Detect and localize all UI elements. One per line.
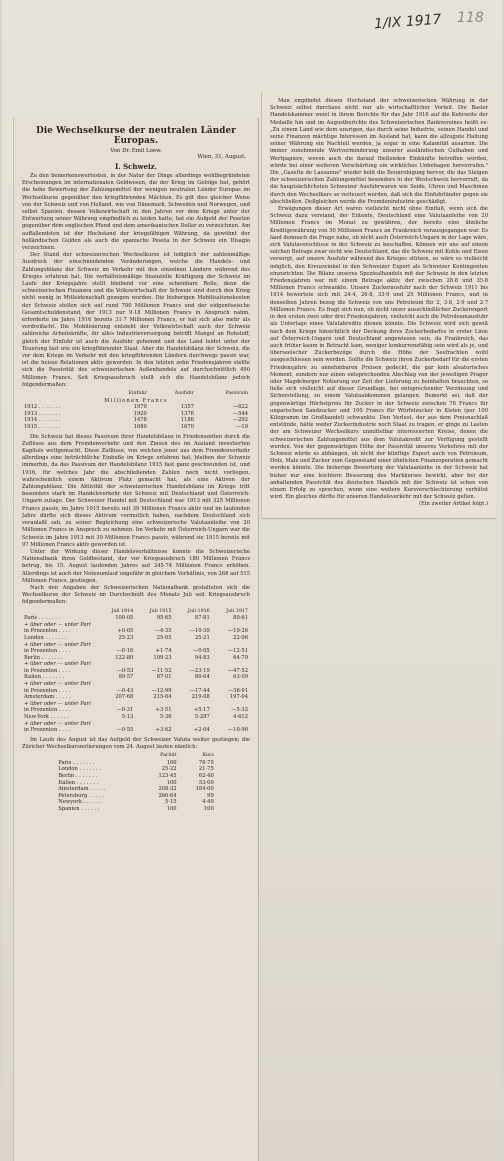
table-header-row (22, 609, 250, 616)
table-header: Kurs (202, 753, 214, 759)
table-cell: +5·17 (193, 707, 210, 714)
table-cell: 5·13 (121, 714, 134, 721)
table-cell: 99 (207, 792, 214, 799)
table-cell: 4·40 (202, 799, 214, 806)
table-header: Parität (160, 753, 177, 759)
table-cell: 215·64 (153, 694, 172, 701)
table-cell: 100 (166, 759, 177, 766)
table-cell: —36·91 (227, 687, 248, 694)
table-header: Juli 1917 (226, 608, 248, 614)
table-cell: 76·75 (198, 759, 214, 766)
right-clipping (262, 92, 496, 518)
table-cell: 208·32 (158, 786, 177, 793)
table-row (22, 701, 250, 708)
table-cell: —0·53 (116, 667, 134, 674)
table-header: Ausfuhr (174, 391, 194, 397)
table-cell: Italien . . . . . . . (58, 779, 99, 786)
table-cell: 207·68 (115, 694, 134, 701)
table-row (56, 766, 216, 773)
table-row (22, 668, 250, 675)
table-cell: —47·52 (227, 667, 248, 674)
table-header: Juli 1914 (111, 608, 134, 614)
table-unit-row (22, 398, 250, 405)
table-row (22, 648, 250, 655)
table-header-row (22, 391, 250, 398)
table-cell: —0·55 (116, 727, 134, 734)
table-cell: Newyork . . . . . . (58, 799, 102, 806)
table-cell: 5·15 (165, 799, 177, 806)
table-cell: 122·80 (115, 654, 134, 661)
table-row (56, 773, 216, 780)
table-row (22, 404, 250, 411)
table-cell: 109·23 (153, 654, 172, 661)
dateline: Wien, 31. August. (197, 154, 246, 160)
table-cell: Spanien . . . . . . (58, 805, 100, 812)
table-cell: 5·36 (159, 714, 172, 721)
table-row (22, 674, 250, 681)
table-cell: 1357 (180, 404, 194, 411)
table-cell: —0·16 (116, 648, 134, 655)
table-cell: —5·33 (231, 707, 248, 714)
table-cell: + über oder — unter Pari (24, 720, 91, 727)
table-cell: 1913 . . . . . . . (24, 410, 61, 417)
table-row (22, 727, 250, 734)
table-cell: —0·31 (116, 707, 134, 714)
table-cell: 99·57 (118, 674, 134, 681)
table-cell: in Prozenten . . . . (24, 628, 71, 635)
right-paragraph-1: Man empfindet diesen Hochstand der schweizerischen Währung in der Schweiz selbst durchaus nicht nur als wirtschaftlicher Vorteil. Die Basler Handelskammer weist in ihrem Berichte für das Jahr 1916 auf die Kehrseite der Medaille hin und im Augustberichte des Schweizerischen Bankvereines heißt es: „Zu einem Land wie dem unsrigen, das durch seine Industrie, seinen Handel und seine Finanzen mächtige Interessen im Ausland hat, kann die allzugute Haltung seiner Währung ein Nachteil werden, ja sogar in eine Kalamität ausarten. Die immer zunehmende Wertverminderung unserer ausländischen Guthaben und Wertpapiere, wovon auch die darauf fließenden Einkünfte betroffen werden, würde bei einer weiteren Verschärfung ein wirkliches Unbehagen hervorrufen." Die „Gazette de Lausanne" wieder hebt die Beunruhigung hervor, die das Steigen der schweizerischen Zahlungsmittel besonders in der Westschweiz hervorruft, da die hauptsächlichsten Schweizer Ausfuhrwaren wie Seide, Uhren und Maschinen durch den Wechselkurs so verteuert werden, daß sich die Einfuhrländer gegen sie abschließen. Deßgleichen werde die Fremdenindustrie geschädigt. (270, 98, 488, 205)
table-header: Einfuhr (128, 391, 147, 397)
table-cell: 1186 (180, 417, 194, 424)
handwritten-date: 1/IX 1917 (373, 11, 442, 33)
table-cell: in Prozenten . . . . (24, 727, 71, 734)
table-cell: —12·99 (151, 687, 172, 694)
table-cell: London . . . . . . . (24, 634, 67, 641)
table-cell: —19·26 (227, 628, 248, 635)
table-cell: 100·05 (115, 615, 134, 622)
table-row (22, 694, 250, 701)
table-cell: Italien . . . . . . . (24, 674, 65, 681)
table-row (22, 721, 250, 728)
table-cell: 1979 (133, 404, 147, 411)
table-cell: 1915 . . . . . . . (24, 424, 61, 431)
table-cell: 219·08 (191, 694, 210, 701)
table-row (56, 786, 216, 793)
table-cell: —292 (232, 417, 248, 424)
table-header-row (56, 753, 216, 760)
table-cell: 197·04 (229, 694, 248, 701)
table-cell: 25·23 (118, 634, 134, 641)
table-row (22, 622, 250, 629)
table-cell: in Prozenten . . . . (24, 667, 71, 674)
table-cell: —10 (236, 424, 248, 431)
table-row (22, 655, 250, 662)
table-cell: +3·51 (155, 707, 172, 714)
table-cell: in Prozenten . . . . (24, 648, 71, 655)
table-cell: +1·74 (155, 648, 172, 655)
table-header (22, 391, 104, 398)
table-cell: 1920 (133, 410, 147, 417)
table-cell: 1478 (133, 417, 147, 424)
paragraph-6: Im Laufe des August ist das Aufgeld der Schweizer Valuta weiter gestiegen; die Züricher Wechselkursnotierungen vom 24. August lauten nämlich: (22, 736, 250, 751)
table-unit: Millionen Francs (104, 397, 168, 404)
paragraph-2: Der Stand der schweizerischen Wechselkurse ist lediglich der zahlenmäßige Ausdruck der einschneidenden Veränderungen, welche die Handels- und Zahlungsbilanz der Schweiz im Verkehr mit den einzelnen Ländern während des Krieges erfahren hat. Die verhältnismäßige finanzielle Kräftigung der Schweiz im Laufe der Kriegsjahre stellt bleibend vor eine scheinbare Rolle, denn die schweizerischen Finanzen und die Volkswirtschaft der Schweiz sind durch den Krieg nicht wenig in Mitleidenschaft gezogen worden. Die bisherigen Mobilisationskosten der Schweiz stellen sich auf rund 700 Millionen Francs und der eidgenössische Gesamtschuldenstand, der 1913 nur 9·18 Millionen Francs in Anspruch nahm, erforderte im Jahre 1916 bereits 31·7 Millionen Francs, er hat sich also mehr als verdreifacht. Die Mobilisierung entzieht der Volkswirtschaft auch der Schweiz zahlreiche Arbeitskräfte, ihr alles Industrieversorgung betrifft Mangel an Rohstoff, gleich der Einfuhr ist auch die Ausfuhr gehemmt und das Land leidet unter der Teuerung fast wie ein kriegführender Staat. Aber die Handelsbilanz der Schweiz, die vor dem Kriege im Verkehr mit den kriegführenden Ländern durchwegs passiv war, ist die heisse Relationen aktiv geworden. In den letzten zehn Friedensjahren stellte sich die Passivität des schweizerischen Außenhandels auf durchschnittlich 490 Millionen Francs. Seit Kriegsausbruch stellt sich die Handelsbilanz jedoch folgendermaßen: (22, 252, 250, 388)
paragraph-3: Die Schweiz hat dieses Passivum ihrer Handelsbilanz in Friedenszeiten durch die Zuflüsse aus dem Fremdenverkehr und den Zinsen des im Ausland investierten Kapitals wettgemacht. Diese Zuflüsse, von welchen jener aus dem Fremdenverkehr allerdings eine beträchtliche Einbuße im Kriege erfahren hat, bleiben der Schweiz immerhin, da das Passivum der Handelsbilanz 1915 fast ganz geschwunden ist, und 1916, für welches Jahr die abschließenden Zahlen noch nicht vorliegen, wahrscheinlich einem Aktivum Platz gemacht hat, als eine Aktiven der Zahlungsbilanz. Die Aktivität der schweizerischen Handelsbilanz im Kriege tritt besonders stark im Handelsverkehr der Schweiz mit Deutschland und Österreich-Ungarn zutage. Der Schweizer Handel mit Deutschland war 1913 mit 325 Millionen Francs passiv, im Jahre 1915 bereits mit 39 Millionen Francs aktiv und im laufenden Jahre dürfte sich dieses Aktivum vermutlich haben, nachdem Deutschland sich veranlaßt sah, zu seiner Begleichung eine schweizerische Valutaanleihe von 20 Millionen Francs in Anspruch zu nehmen. Im Verkehr mit Österreich-Ungarn war die Schweiz im Jahre 1913 mit 30 Millionen Francs passiv, während sie 1915 bereits mit 97 Millionen Francs aktiv geworden ist. (22, 433, 250, 548)
table-cell: 80·04 (194, 674, 210, 681)
table-cell: 62·40 (198, 773, 214, 779)
article-title: Die Wechselkurse der neutralen Länder Europas. (36, 126, 236, 146)
left-clipping (14, 118, 258, 1161)
table-cell: + über oder — unter Pari (24, 681, 91, 688)
table-cell: —0·43 (116, 687, 134, 694)
table-row (22, 707, 250, 714)
table-cell: —544 (232, 410, 248, 417)
table-header: Juli 1915 (149, 608, 172, 614)
table-cell: Petersburg . . . . . (58, 792, 104, 799)
table-cell: 63·09 (233, 674, 248, 681)
table-cell: + über oder — unter Pari (24, 641, 91, 648)
table-row (22, 642, 250, 649)
byline: Von Dr. Emil Loew. (110, 148, 162, 154)
table-row (22, 688, 250, 695)
right-paragraph-2: Erwägungen dieser Art waren vielleicht nicht ohne Einfluß, wenn sich die Schweiz dazu verstand, der Entente, Deutschland eine Valutaanleihe von 20 Millionen Francs im Monat zu gewähren, der bereits eine ähnliche Kreditgewährung von 50 Millionen Francs an Frankreich vorausgegangen war. Es fand demnach die Frage nahe, ob nicht auch Österreich-Ungarn in der Lage wäre, sich Valutavorschüsse in der Schweiz zu beschaffen. Können wir uns auf einem solchen Betrage zwar nicht wie Deutschland, das die Schweiz mit Kohle und Eisen versorgt, auf unsere Ausfuhr während des Krieges stützen, so wäre es vielleicht möglich, den Kreuzwinkel in den Schweizer Export als Schweizer Kontingenten einzurichten. Die Bilanz unseres Speziealhandels mit der Schweiz in den letzten Friedensjahren war mit einem Betrage aktiv, der zwischen 28·8 und 35·8 Millionen Francs schwankte. Unsere Zuckerausfuhr nach der Schweiz 1911 bis 1914 bewertete sich mit 24·4, 26·8, 33·9 und 25 Millionen Francs, und in denselben Jahren bezog die Schweiz von uns Petroleum für 2, 3·8, 2·9 und 2·7 Millionen Francs. Es fragt sich nun, ob nicht unser ausschließlicher Zuckerexport in den ersten zwei oder drei Friedensjahren, vielleicht auch die Petroleumausfuhr als Unterlage eines Valutakredits dienen könnte. Die Schweiz wird sich gewiß nach dem Kriege hinsichtlich der Deckung ihres Zuckerbedarfes in erster Linie auf Österreich-Ungarn und Deutschland angewiesen sein, da Frankreich, das auch früher kaum in Betracht kam, weniger konkurrenzfähig sein wird als je, und überseeischer Zuckerbezüge durch die Höhe der Seefrachten wohl ausgeschlossen sein werden. Sollte die Schweiz ihren Zuckerbedarf für die ersten Friedensjahre zu annehmbaren Preisen gedeckt, die gar kein aleatorisches Moment, sondern nur einen entsprechenden Abschlag von der jeweiligen Prager oder Magdeburger Notierung zur Zeit der Lieferung zu beinhalten brauchten, so ließe sich vielleicht auf dieser Grundlage, bei entsprechender Verzinsung und Sicherstellung, zu einem Valutaabkommen gelangen. Bemerkt sei, daß der gegenwärtige Höchstpreis für Zucker in der Schweiz zwischen 76 Francs für ungarischen Sandzucker und 100 Francs für Würfelzucker in Kisten (per 100 Kilogramm im Großhandel) schwankte. Den Verlust, der aus dem Preisnachlaß entstünde, hätte weder Zuckerindustrie noch Staat zu tragen, er ginge zu Lasten der am Schweizer Wechselkurs unmittelbar interessierten Kreise, denen die schweizerischen Zahlungsmittel aus dem Valutakredit zur Verfügung gestellt werden. Von der gegenwärtigen Höhe der Passivität unseres Verkehres mit der Schweiz würde es abhängen, ob nicht der künftige Export auch von Petroleum, Holz, Malz und Zucker zum Gegenstand einer ähnlichen Finanzoperation gemacht werden könnte. Die bisherige Bewertung der Valutaanleihe in der Schweiz hat bisher nur eine leichtere Besserung des Markkurses bewirkt, aber bei der anhaltenden Passivität des deutschen Handels mit der Schweiz ist schon von einem Erfolg zu sprechen, wenn eine weitere Kursverschlechterung verhütet wird. Ein gleiches dürfte für unseren Handelsverkehr mit der Schweiz gelten. (270, 206, 488, 501)
table-cell: +2·04 (193, 727, 210, 734)
table-cell: in Prozenten . . . . (24, 707, 71, 714)
table-row (22, 417, 250, 424)
table-cell: 100 (166, 779, 177, 786)
table-cell: —0·05 (193, 648, 210, 655)
trade-balance-table (22, 391, 250, 431)
table-cell: +3·62 (155, 727, 172, 734)
table-cell: 25·21 (194, 634, 210, 641)
table-cell: 1914 . . . . . . . (24, 417, 61, 424)
table-row (56, 760, 216, 767)
table-cell: —4·35 (154, 628, 172, 635)
table-row (22, 615, 250, 622)
table-row (22, 628, 250, 635)
continuation-note: (Ein zweiter Artikel folgt.) (419, 501, 488, 508)
table-cell: 184·00 (195, 786, 214, 793)
table-row (22, 635, 250, 642)
table-row (22, 681, 250, 688)
paragraph-1: Zu den bemerkenswertesten, in der Natur der Dinge allerdings wohlbegründeten Erscheinungen im internationalen Geldwesen, die der Krieg im Gefolge hat, gehört die hohe Bewertung der Zahlungsmittel der wenigen neutralen Länder Europas im Wechselkurse gegenüber den kriegführenden Mächten. Es gilt dies gleicher Weise von der Schweiz und von Holland, wie von Dänemark, Schweden und Norwegen, und selbst Spanien, dessen Volkswirtschaft in den Jahren vor dem Kriege unter der Entwertung seiner Währung empfindlich zu leiden hatte, hat ein Aufgeld der Peseten gegenüber dem englischen Pfund und dem amerikanischen Dollar zu verzeichnen. Am auffallendsten ist der Hochstand der kriegsfähigen Währung, da gewöhnt der holländischen Gulden als auch die spanische Peseta in der Schweiz ein Disagio verzeichnen. (22, 173, 250, 252)
paragraph-5: Nach den Angaben der Schweizerischen Nationalbank gestalteten sich die Wechselkurse der Schweiz im Durchschnitt des Monats Juli seit Kriegsausbruch folgendermaßen: (22, 584, 250, 606)
table-cell: —23·19 (189, 667, 210, 674)
table-cell: + über oder — unter Pari (24, 621, 91, 628)
exchange-rate-table (22, 609, 250, 734)
table-cell: 1680 (133, 424, 147, 431)
table-cell: 5·287 (194, 714, 210, 721)
table-row (56, 799, 216, 806)
table-cell: New-York . . . . . . (24, 714, 69, 721)
table-header (22, 609, 97, 616)
table-row (56, 780, 216, 787)
table-cell: + über oder — unter Pari (24, 661, 91, 668)
table-cell: 64·79 (233, 654, 248, 661)
table-cell: in Prozenten . . . . (24, 687, 71, 694)
table-cell: —17·44 (189, 687, 210, 694)
table-row (56, 793, 216, 800)
table-cell: —10·39 (189, 628, 210, 635)
table-cell: Amsterdam . . . . . (58, 786, 105, 793)
table-cell: 53·00 (198, 779, 214, 786)
section-heading: I. Schweiz. (114, 162, 158, 171)
table-cell: 1376 (180, 410, 194, 417)
table-cell: Berlin . . . . . . . (58, 773, 98, 779)
table-header (56, 753, 141, 760)
table-header: Passivum (225, 391, 248, 397)
table-cell: 100 (203, 805, 214, 812)
table-cell: 100 (166, 805, 177, 812)
table-row (22, 424, 250, 431)
august-rates-table (56, 753, 216, 812)
table-cell: —11·52 (151, 667, 172, 674)
table-cell: 87·01 (156, 674, 172, 681)
table-row (56, 806, 216, 813)
page-number-annotation: 118 (457, 10, 484, 26)
table-row (22, 714, 250, 721)
table-cell: 94·83 (194, 654, 210, 661)
table-cell: Berlin . . . . . . . (24, 654, 64, 661)
table-cell: 123·45 (158, 773, 177, 779)
table-cell: Amsterdam . . . . . (24, 694, 71, 701)
table-cell: 21·75 (198, 766, 214, 773)
table-cell: +0·05 (117, 628, 134, 635)
table-cell: 1912 . . . . . . . (24, 404, 61, 411)
table-cell: —12·51 (227, 648, 248, 655)
paragraph-4: Unter der Wirkung dieser Handelsverhältnisse konnte die Schweizerische Nationalbank ihren Goldbestand, der vor Kriegsausbruch 180 Millionen Francs betrug, bis 15. August laufenden Jahres auf 345·74 Millionen Francs erhöhen. Allerdings ist auch der Notenumlauf ungefähr in gleichem Verhältnis, von 268 auf 515 Millionen Francs, gestiegen. (22, 548, 250, 584)
table-cell: 87·81 (194, 615, 210, 622)
table-cell: 25·05 (156, 634, 172, 641)
table-header: Juli 1916 (187, 608, 210, 614)
table-cell: 25·22 (161, 766, 177, 773)
table-cell: —10·90 (227, 727, 248, 734)
table-cell: 80·61 (233, 615, 248, 622)
table-cell: 95·65 (156, 615, 172, 622)
table-cell: 266·64 (158, 792, 177, 799)
table-row (22, 661, 250, 668)
table-cell: 22·06 (233, 634, 248, 641)
table-cell: + über oder — unter Pari (24, 700, 91, 707)
table-cell: 1670 (180, 424, 194, 431)
table-cell: London . . . . . . . (58, 766, 101, 773)
table-cell: Paris . . . . . . . (58, 759, 95, 766)
table-row (22, 411, 250, 418)
table-cell: —622 (232, 404, 248, 411)
table-cell: 4·612 (233, 714, 248, 721)
table-cell: Paris . . . . . . . (24, 615, 61, 622)
